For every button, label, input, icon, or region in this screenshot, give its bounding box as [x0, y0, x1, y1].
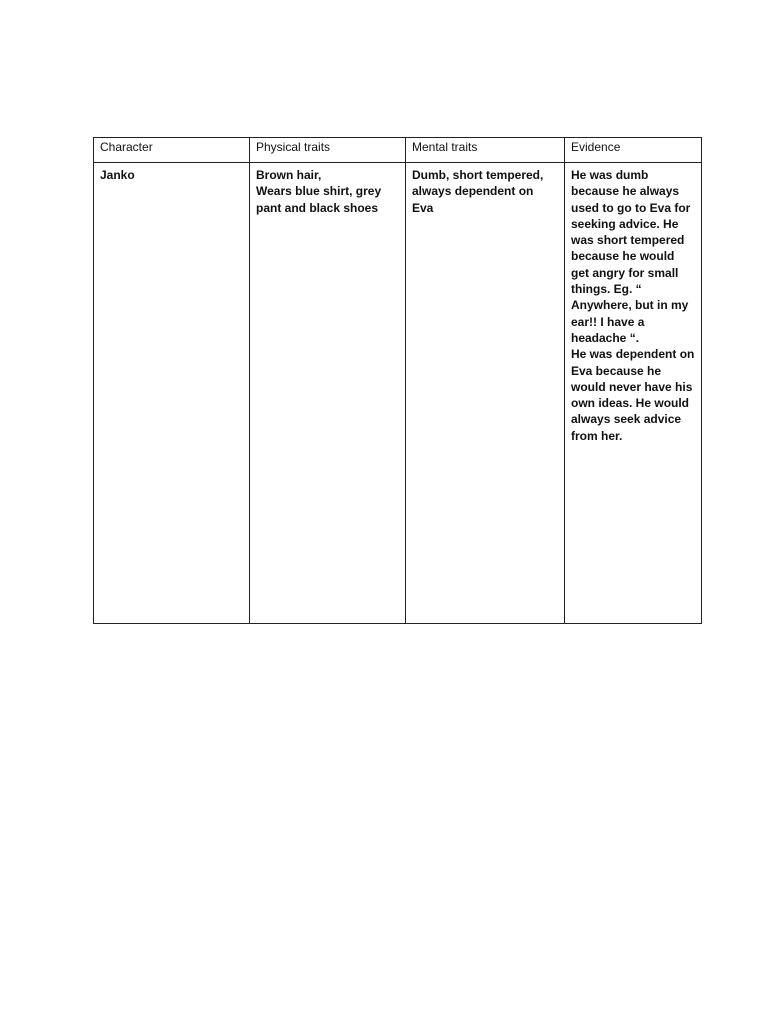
physical-trait-line: Brown hair, [256, 168, 322, 182]
header-physical-traits: Physical traits [250, 138, 406, 163]
table-row [94, 163, 702, 624]
mental-traits-text: Dumb, short tempered, always dependent on Eva [412, 168, 544, 215]
physical-trait-line: Wears blue shirt, grey pant and black shoes [256, 184, 382, 215]
header-mental-traits: Mental traits [406, 138, 565, 163]
cell-character [94, 163, 250, 624]
character-name: Janko [100, 168, 135, 182]
evidence-paragraph: He was dumb because he always used to go to Eva for seeking advice. He was short tempered because he would get angry for small things. Eg. “ Anywhere, but in my ear!! I have a headache “. [571, 168, 691, 345]
cell-evidence [565, 163, 702, 624]
header-evidence: Evidence [565, 138, 702, 163]
cell-mental-traits [406, 163, 565, 624]
cell-physical-traits [250, 163, 406, 624]
header-character: Character [94, 138, 250, 163]
evidence-paragraph: He was dependent on Eva because he would never have his own ideas. He would always seek advice from her. [571, 347, 695, 443]
table-header-row [94, 138, 702, 163]
character-traits-table [93, 137, 702, 624]
